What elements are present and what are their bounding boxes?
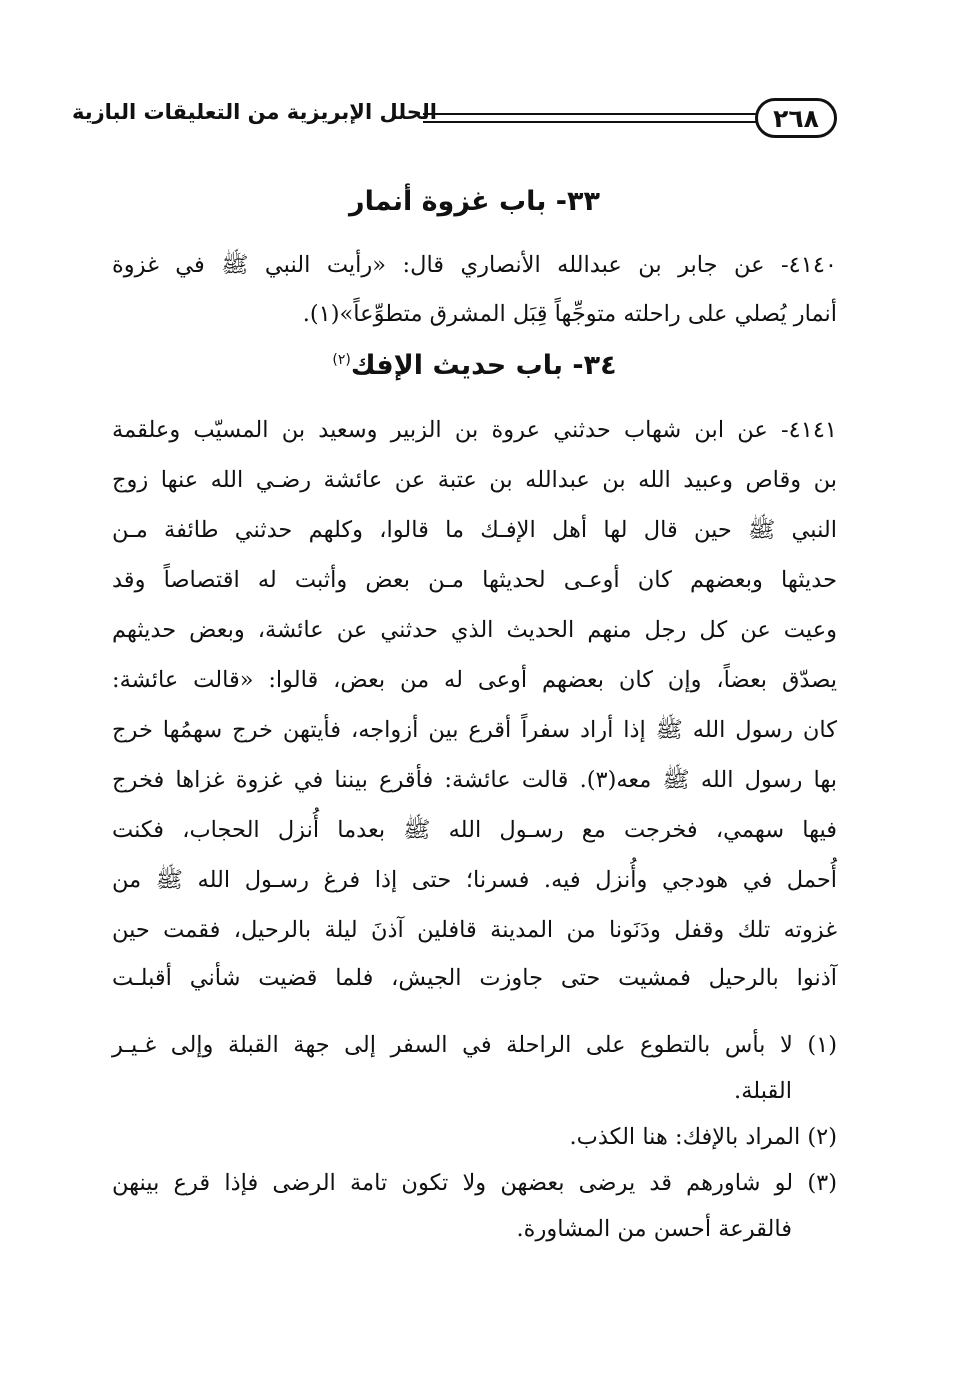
chapter-heading-33: [112, 186, 837, 217]
paragraph-line: غزوته تلك وقفل ودَنَونا من المدينة قافلين آذنَ ليلة بالرحيل، فقمت حين: [112, 917, 837, 943]
footnote-2: (٢) المراد بالإفك: هنا الكذب.: [569, 1124, 837, 1150]
footnote-1-continued: القبلة.: [734, 1078, 792, 1104]
footnote-3: (٣) لو شاورهم قد يرضى بعضهن ولا تكون تامة الرضى فإذا قرع بينهن: [112, 1170, 837, 1196]
paragraph-line: أُحمل في هودجي وأُنزل فيه. فسرنا؛ حتى إذا فرغ رسـول الله ﷺ من: [112, 867, 837, 893]
chapter-heading-text: ٣٤- باب حديث الإفك: [350, 350, 617, 381]
paragraph-line: حديثها وبعضهم كان أوعـى لحديثها مـن بعض وأثبت له اقتصاصاً وقد: [112, 567, 837, 593]
paragraph-line: ٤١٤١- عن ابن شهاب حدثني عروة بن الزبير وسعيد بن المسيّب وعلقمة: [112, 417, 837, 443]
chapter-heading-text: ٣٣- باب غزوة أنمار: [349, 186, 600, 217]
page-number: ٢٦٨: [755, 98, 837, 138]
paragraph-line: بن وقاص وعبيد الله بن عبدالله بن عتبة عن عائشة رضـي الله عنها زوج: [112, 467, 837, 493]
paragraph-line: آذنوا بالرحيل فمشيت حتى جاوزت الجيش، فلما قضيت شأني أقبلـت: [112, 965, 837, 991]
footnote-marker: (٢): [332, 352, 351, 368]
paragraph-line: بها رسول الله ﷺ معه(٣). قالت عائشة: فأقرع بيننا في غزوة غزاها فخرج: [112, 767, 837, 793]
paragraph-line: أنمار يُصلي على راحلته متوجِّهاً قِبَل المشرق متطوِّعاً»(١).: [302, 301, 837, 327]
paragraph-line: فيها سهمي، فخرجت مع رسـول الله ﷺ بعدما أُنزل الحجاب، فكنت: [112, 817, 837, 843]
book-title: الحلل الإبريزية من التعليقات البازية: [71, 100, 437, 124]
footnote-1: (١) لا بأس بالتطوع على الراحلة في السفر إلى جهة القبلة وإلى غـيـر: [112, 1032, 837, 1058]
chapter-heading-34: [112, 350, 837, 381]
paragraph-line: وعيت عن كل رجل منهم الحديث الذي حدثني عن عائشة، وبعض حديثهم: [112, 617, 837, 643]
header-rule: [423, 113, 757, 123]
footnote-3-continued: فالقرعة أحسن من المشاورة.: [516, 1216, 792, 1242]
paragraph-line: ٤١٤٠- عن جابر بن عبدالله الأنصاري قال: «رأيت النبي ﷺ في غزوة: [112, 252, 837, 278]
page-header: [71, 96, 837, 146]
paragraph-line: النبي ﷺ حين قال لها أهل الإفـك ما قالوا، وكلهم حدثني طائفة مـن: [112, 517, 837, 543]
paragraph-line: كان رسول الله ﷺ إذا أراد سفراً أقرع بين أزواجه، فأيتهن خرج سهمُها خرج: [112, 717, 837, 743]
paragraph-line: يصدّق بعضاً، وإن كان بعضهم أوعى له من بعض، قالوا: «قالت عائشة:: [112, 667, 837, 693]
